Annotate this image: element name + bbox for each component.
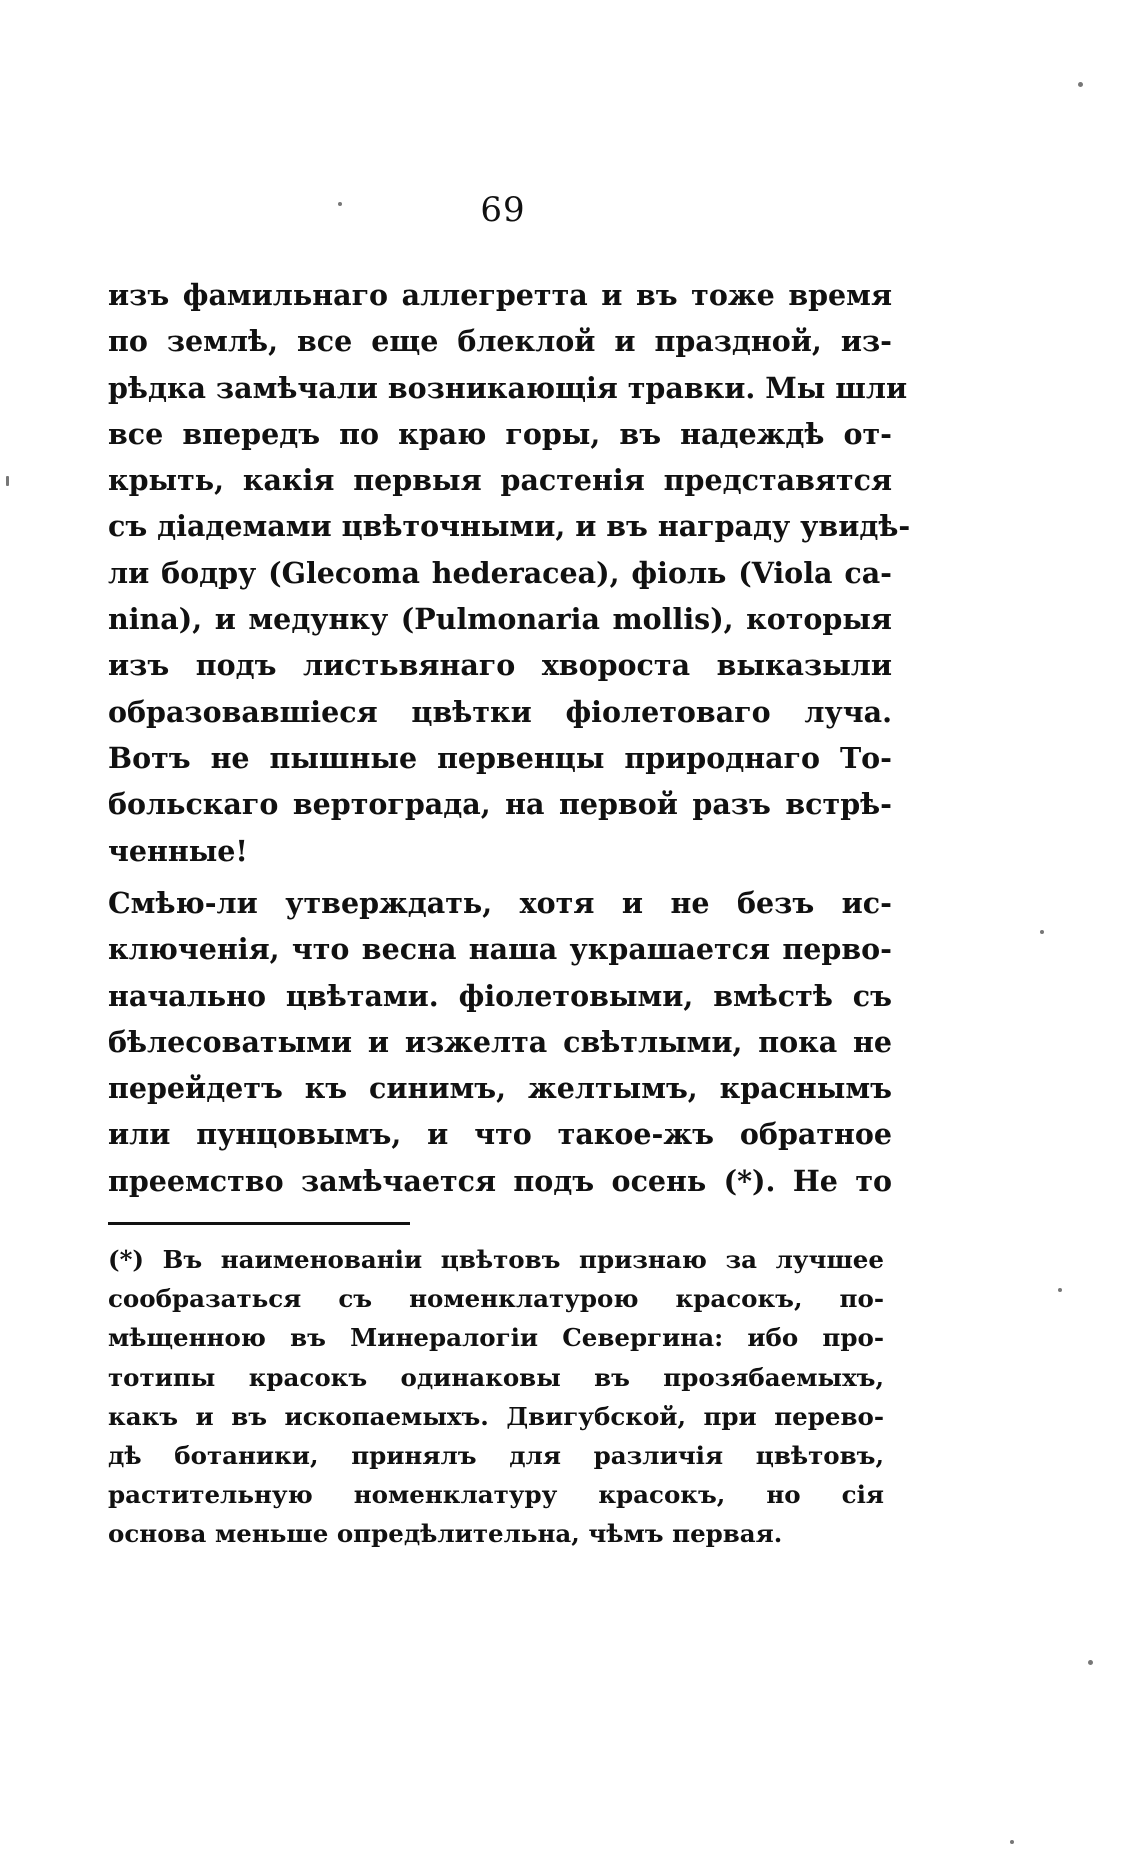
text-line: по землѣ, все еще блеклой и праздной, из-	[108, 324, 892, 359]
paragraph-1	[108, 272, 911, 874]
text-line: съ діадемами цвѣточными, и въ награду увидѣ-	[108, 509, 911, 544]
text-line: преемство замѣчается подъ осень (*). Не то	[108, 1163, 892, 1198]
footnote-line: дѣ ботаники, принялъ для различія цвѣтовъ,	[108, 1441, 884, 1471]
footnote-separator	[108, 1222, 410, 1225]
footnote-line: тотипы красокъ одинаковы въ прозябаемыхъ,	[108, 1362, 884, 1392]
text-line: крыть, какія первыя растенія представятся	[108, 463, 892, 498]
scan-speck	[1078, 82, 1083, 87]
footnote-line: растительную номенклатуру красокъ, но сія	[108, 1480, 884, 1510]
footnote-line: мѣщенною въ Минералогіи Севергина: ибо про-	[108, 1323, 884, 1353]
text-line: ли бодру (Glecoma hederacea), фіоль (Viola ca-	[108, 555, 892, 590]
text-line: Вотъ не пышные первенцы природнаго То-	[108, 740, 892, 775]
text-line: перейдетъ къ синимъ, желтымъ, краснымъ	[108, 1071, 892, 1106]
footnote	[108, 1240, 884, 1554]
text-line: все впередъ по краю горы, въ надеждѣ от-	[108, 416, 892, 451]
text-line: nina), и медунку (Pulmonaria mollis), которыя	[108, 602, 892, 637]
text-line: рѣдка замѣчали возникающія травки. Мы шли	[108, 370, 908, 405]
text-line: или пунцовымъ, и что такое-жъ обратное	[108, 1117, 892, 1152]
scan-speck	[1010, 1840, 1014, 1844]
text-line: бѣлесоватыми и изжелта свѣтлыми, пока не	[108, 1024, 892, 1059]
footnote-line: основа меньше опредѣлительна, чѣмъ первая.	[108, 1519, 783, 1549]
scan-speck	[6, 476, 9, 486]
paragraph-2	[108, 880, 892, 1204]
text-line: Смѣю-ли утверждать, хотя и не безъ ис-	[108, 886, 892, 920]
page-number: 69	[480, 190, 526, 230]
text-line: изъ фамильнаго аллегретта и въ тоже время	[108, 278, 892, 312]
text-line: образовавшіеся цвѣтки фіолетоваго луча.	[108, 694, 892, 729]
text-line: больскаго вертограда, на первой разъ встрѣ-	[108, 787, 892, 822]
scan-speck	[338, 202, 342, 206]
text-line: ченные!	[108, 833, 248, 868]
text-line: ключенія, что весна наша украшается перво-	[108, 932, 892, 967]
scan-speck	[1088, 1660, 1093, 1665]
scan-speck	[1040, 930, 1044, 934]
text-line: начально цвѣтами. фіолетовыми, вмѣстѣ съ	[108, 978, 892, 1013]
footnote-line: сообразаться съ номенклатурою красокъ, по-	[108, 1284, 884, 1314]
footnote-line: какъ и въ ископаемыхъ. Двигубской, при перево-	[108, 1401, 884, 1431]
scan-speck	[1058, 1288, 1062, 1292]
footnote-line: (*) Въ наименованіи цвѣтовъ признаю за лучшее	[108, 1245, 884, 1274]
text-line: изъ подъ листьвянаго хвороста выказыли	[108, 648, 892, 683]
